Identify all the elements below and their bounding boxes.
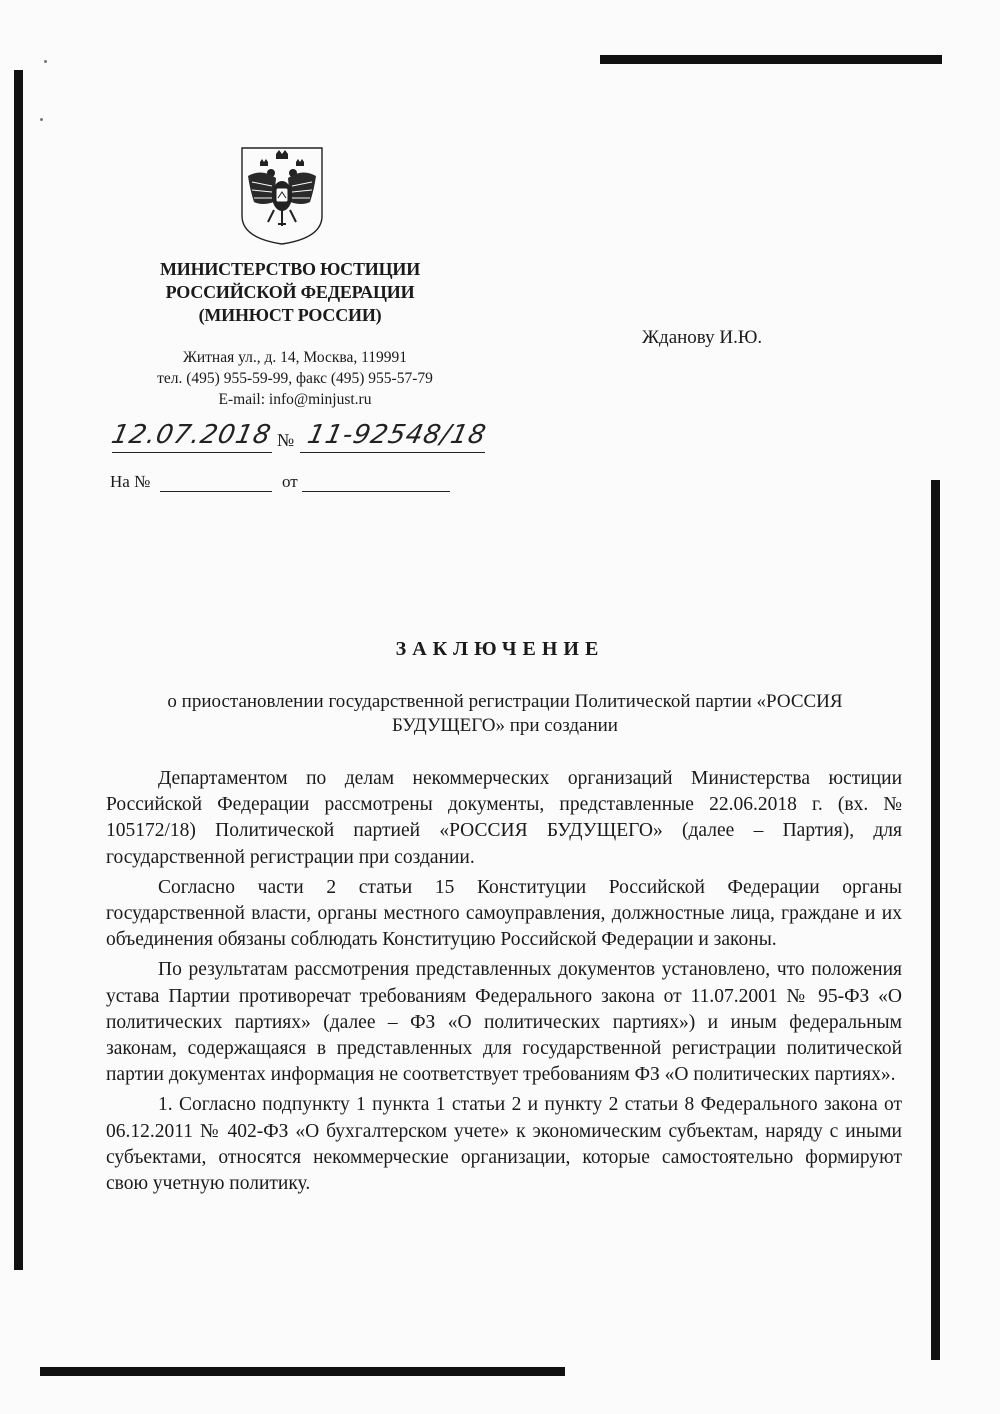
- from-blank: [302, 491, 450, 492]
- body-paragraph: 1. Согласно подпункту 1 пункта 1 статьи 2 и пункту 2 статьи 8 Федерального закона от 06.12.2011 № 402-ФЗ «О бухгалтерском учете» к экономическим субъектам, наряду с иными субъектами, относятся некоммерческие организации, которые самостоятельно формируют свою учетную политику.: [106, 1094, 902, 1195]
- registration-line: [108, 418, 502, 458]
- coat-of-arms-icon: [240, 146, 324, 246]
- ministry-email: E-mail: info@minjust.ru: [218, 391, 372, 408]
- scan-edge-right: [931, 480, 940, 1360]
- number-sign: №: [277, 430, 295, 450]
- recipient: Жданову И.Ю.: [642, 327, 763, 348]
- scan-edge-left: [14, 70, 23, 1270]
- ministry-name-line1: МИНИСТЕРСТВО ЮСТИЦИИ: [159, 259, 420, 279]
- ministry-name-line2: РОССИЙСКОЙ ФЕДЕРАЦИИ: [165, 282, 415, 302]
- in-reply-label: На №: [110, 472, 151, 491]
- ministry-phone-fax: тел. (495) 955-59-99, факс (495) 955-57-79: [157, 370, 433, 387]
- body-paragraph: По результатам рассмотрения представленных документов установлено, что положения устава Партии противоречат требованиям Федерального закона от 11.07.2001 № 95-ФЗ «О политических партиях» (далее – ФЗ «О политических партиях») и иным федеральным законам, содержащаяся в представленных для государственной регистрации политической партии документах информация не соответствует требованиям ФЗ «О политических партиях».: [106, 959, 902, 1086]
- ministry-short-name: (МИНЮСТ РОССИИ): [198, 305, 382, 325]
- document-title: ЗАКЛЮЧЕНИЕ: [395, 638, 605, 660]
- scan-edge-top: [600, 55, 942, 64]
- scan-speck: [44, 60, 47, 63]
- ministry-name: [110, 258, 470, 327]
- in-reply-blank: [160, 491, 272, 492]
- date-underline: [112, 452, 272, 453]
- ministry-contacts: [100, 347, 490, 410]
- body-paragraph: Согласно части 2 статьи 15 Конституции Российской Федерации органы государственной власти, органы местного самоуправления, должностные лица, граждане и их объединения обязаны соблюдать Конституцию Российской Федерации и законы.: [106, 876, 902, 951]
- document-subtitle: о приостановлении государственной регистрации Политической партии «РОССИЯ БУДУЩЕГО» при создании: [167, 691, 843, 736]
- number-underline: [300, 452, 485, 453]
- body-paragraph: Департаментом по делам некоммерческих организаций Министерства юстиции Российской Федерации рассмотрены документы, представленные 22.06.2018 г. (вх. № 105172/18) Политической партией «РОССИЯ БУДУЩЕГО» (далее – Партия), для государственной регистрации при создании.: [106, 768, 902, 868]
- from-label: от: [282, 472, 298, 491]
- document-body: [106, 766, 902, 1201]
- scan-speck: [40, 118, 43, 121]
- registration-date: 12.07.2018: [108, 420, 275, 450]
- registration-number: 11-92548/18: [304, 420, 490, 450]
- ministry-address: Житная ул., д. 14, Москва, 119991: [182, 349, 408, 366]
- scan-edge-bottom: [40, 1367, 565, 1376]
- reference-line: [110, 472, 460, 498]
